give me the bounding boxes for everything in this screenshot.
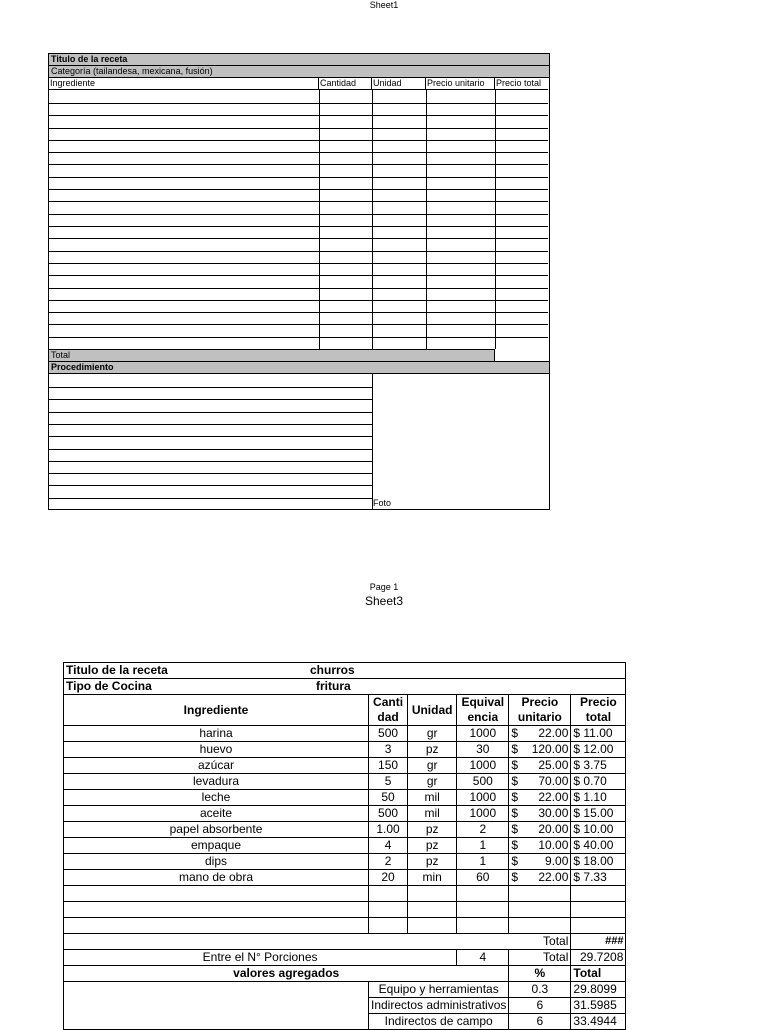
grid-line — [49, 140, 548, 141]
ingredient-row — [64, 838, 626, 854]
equivalence-cell: 1 — [457, 838, 509, 854]
total-price-cell: $ 11.00 — [571, 726, 626, 742]
empty-cell — [509, 886, 571, 902]
total-label: Total — [64, 934, 571, 950]
grid-line — [49, 238, 548, 239]
empty-cell — [457, 902, 509, 918]
empty-cell — [408, 886, 457, 902]
grid-line — [49, 337, 548, 338]
added-values-label: valores agregados — [64, 966, 509, 982]
total-price-cell: $ 15.00 — [571, 806, 626, 822]
currency-symbol: $ — [511, 726, 519, 740]
procedure-line — [49, 412, 372, 413]
ingredient-cell: mano de obra — [64, 870, 369, 886]
ingredient-cell: empaque — [64, 838, 369, 854]
sheet3-title: Sheet3 — [364, 594, 404, 608]
added-value-total: 29.8099 — [571, 982, 626, 998]
grid-column-line — [319, 90, 320, 349]
unit-price-value: 22.00 — [538, 726, 569, 740]
total-price-cell: $ 7.33 — [571, 870, 626, 886]
added-values-header-row — [64, 966, 626, 982]
equivalence-cell: 2 — [457, 822, 509, 838]
procedure-line — [49, 399, 372, 400]
quantity-cell: 2 — [369, 854, 408, 870]
empty-cell — [64, 902, 369, 918]
unit-price-value: 9.00 — [545, 854, 569, 868]
ingredient-cell: dips — [64, 854, 369, 870]
unit-price-value: 10.00 — [538, 838, 569, 852]
empty-cell — [509, 902, 571, 918]
procedure-label: Procedimiento — [49, 361, 549, 374]
unit-cell: pz — [408, 822, 457, 838]
quantity-cell: 50 — [369, 790, 408, 806]
procedure-line — [49, 485, 372, 486]
procedure-line — [49, 424, 372, 425]
page-number: Page 1 — [369, 582, 399, 592]
unit-price-cell — [509, 742, 571, 758]
added-value-percent: 6 — [509, 1014, 571, 1030]
unit-cell: pz — [408, 854, 457, 870]
currency-symbol: $ — [511, 870, 519, 884]
procedure-line — [49, 387, 372, 388]
column-header-total-price: Precio total — [571, 695, 626, 726]
total-value: ### — [571, 934, 626, 950]
column-header-ingredient: Ingrediente — [64, 695, 369, 726]
total-row — [64, 934, 626, 950]
empty-cell — [457, 918, 509, 934]
empty-cell — [571, 902, 626, 918]
empty-cell — [457, 886, 509, 902]
quantity-cell: 4 — [369, 838, 408, 854]
ingredient-row — [64, 758, 626, 774]
cuisine-label: Tipo de Cocina — [66, 679, 152, 693]
procedure-line — [49, 449, 372, 450]
quantity-cell: 500 — [369, 806, 408, 822]
added-value-percent: 6 — [509, 998, 571, 1014]
grid-line — [49, 288, 548, 289]
ingredient-row — [64, 822, 626, 838]
total-price-cell: $ 10.00 — [571, 822, 626, 838]
unit-price-value: 30.00 — [538, 806, 569, 820]
ingredient-cell: levadura — [64, 774, 369, 790]
grid-line — [49, 201, 548, 202]
grid-column-line — [495, 90, 496, 349]
ingredient-row — [64, 854, 626, 870]
unit-price-cell — [509, 790, 571, 806]
quantity-cell: 3 — [369, 742, 408, 758]
ingredient-cell: huevo — [64, 742, 369, 758]
procedure-line — [49, 473, 372, 474]
grid-line — [49, 226, 548, 227]
currency-symbol: $ — [511, 838, 519, 852]
equivalence-cell: 1000 — [457, 758, 509, 774]
unit-price-value: 25.00 — [538, 758, 569, 772]
empty-cell — [571, 918, 626, 934]
unit-cell: mil — [408, 806, 457, 822]
column-header-unit: Unidad — [372, 78, 426, 90]
grid-line — [49, 214, 548, 215]
equivalence-cell: 1000 — [457, 790, 509, 806]
equivalence-cell: 60 — [457, 870, 509, 886]
grid-column-line — [426, 90, 427, 349]
grid-line — [49, 300, 548, 301]
unit-price-cell — [509, 854, 571, 870]
empty-cell — [408, 918, 457, 934]
sheet1-title: Sheet1 — [369, 0, 399, 10]
grid-line — [49, 189, 548, 190]
added-value-total: 31.5985 — [571, 998, 626, 1014]
column-header-quantity: Canti dad — [369, 695, 408, 726]
empty-cell — [369, 918, 408, 934]
currency-symbol: $ — [511, 742, 519, 756]
unit-price-cell — [509, 838, 571, 854]
total-price-cell: $ 3.75 — [571, 758, 626, 774]
column-header-unit-price: Precio unitario — [426, 78, 495, 90]
grid-line — [49, 263, 548, 264]
portions-label: Entre el N° Porciones — [64, 950, 457, 966]
recipe-form-template — [48, 53, 550, 510]
header-row — [64, 695, 626, 726]
recipe-title-cell — [64, 663, 626, 679]
equivalence-cell: 1000 — [457, 726, 509, 742]
quantity-cell: 5 — [369, 774, 408, 790]
recipe-cost-table — [63, 662, 626, 1030]
unit-price-value: 22.00 — [538, 870, 569, 884]
total-price-cell: $ 1.10 — [571, 790, 626, 806]
quantity-cell: 150 — [369, 758, 408, 774]
portions-total-value: 29.7208 — [571, 950, 626, 966]
grid-line — [49, 324, 548, 325]
currency-symbol: $ — [511, 790, 519, 804]
unit-cell: gr — [408, 774, 457, 790]
portions-row — [64, 950, 626, 966]
added-value-total: 33.4944 — [571, 1014, 626, 1030]
empty-cell — [369, 902, 408, 918]
added-value-row — [64, 982, 626, 998]
unit-price-cell — [509, 806, 571, 822]
column-header-total-price: Precio total — [495, 78, 548, 90]
ingredient-row — [64, 774, 626, 790]
column-header-quantity: Cantidad — [319, 78, 372, 90]
cuisine-row — [64, 679, 626, 695]
added-value-label: Equipo y herramientas — [369, 982, 509, 998]
unit-cell: min — [408, 870, 457, 886]
category-label: Categoría (tailandesa, mexicana, fusión) — [49, 66, 549, 78]
grid-line — [49, 251, 548, 252]
grid-line — [49, 275, 548, 276]
empty-cell — [64, 886, 369, 902]
currency-symbol: $ — [511, 774, 519, 788]
total-price-cell: $ 0.70 — [571, 774, 626, 790]
ingredient-cell: azúcar — [64, 758, 369, 774]
empty-row — [64, 902, 626, 918]
empty-cell — [571, 886, 626, 902]
portions-total-label: Total — [509, 950, 571, 966]
unit-cell: gr — [408, 758, 457, 774]
unit-cell: pz — [408, 742, 457, 758]
currency-symbol: $ — [511, 822, 519, 836]
empty-cell — [408, 902, 457, 918]
unit-price-cell — [509, 774, 571, 790]
recipe-title-row — [64, 663, 626, 679]
unit-cell: mil — [408, 790, 457, 806]
procedure-line — [49, 498, 372, 499]
recipe-title-label: Titulo de la receta — [49, 54, 549, 66]
equivalence-cell: 500 — [457, 774, 509, 790]
percent-label: % — [509, 966, 571, 982]
ingredient-row — [64, 870, 626, 886]
procedure-line — [49, 436, 372, 437]
column-header-ingredient: Ingrediente — [49, 78, 319, 90]
cuisine-cell — [64, 679, 626, 695]
grid-line — [49, 312, 548, 313]
ingredient-cell: aceite — [64, 806, 369, 822]
quantity-cell: 500 — [369, 726, 408, 742]
ingredient-cell: harina — [64, 726, 369, 742]
quantity-cell: 20 — [369, 870, 408, 886]
added-total-label: Total — [571, 966, 626, 982]
unit-price-cell — [509, 726, 571, 742]
unit-price-value: 120.00 — [531, 742, 569, 756]
total-price-cell: $ 12.00 — [571, 742, 626, 758]
photo-area-divider — [372, 374, 373, 509]
photo-label: Foto — [373, 498, 392, 508]
ingredient-row — [64, 726, 626, 742]
equivalence-cell: 1 — [457, 854, 509, 870]
quantity-cell: 1.00 — [369, 822, 408, 838]
procedure-line — [49, 461, 372, 462]
currency-symbol: $ — [511, 854, 519, 868]
added-value-label: Indirectos de campo — [369, 1014, 509, 1030]
ingredient-row — [64, 742, 626, 758]
portions-value: 4 — [457, 950, 509, 966]
empty-cell — [369, 886, 408, 902]
ingredient-row — [64, 806, 626, 822]
unit-price-value: 70.00 — [538, 774, 569, 788]
unit-price-cell — [509, 758, 571, 774]
grid-line — [49, 115, 548, 116]
ingredient-row — [64, 790, 626, 806]
equivalence-cell: 1000 — [457, 806, 509, 822]
total-price-cell: $ 40.00 — [571, 838, 626, 854]
empty-cell — [509, 918, 571, 934]
grid-line — [49, 103, 548, 104]
grid-line — [49, 164, 548, 165]
empty-cell — [64, 918, 369, 934]
unit-cell: pz — [408, 838, 457, 854]
currency-symbol: $ — [511, 758, 519, 772]
column-header-unit: Unidad — [408, 695, 457, 726]
grid-line — [49, 128, 548, 129]
unit-price-value: 20.00 — [538, 822, 569, 836]
grid-column-line — [372, 90, 373, 349]
blank-cell — [64, 982, 369, 1030]
empty-row — [64, 886, 626, 902]
grid-line — [49, 152, 548, 153]
ingredient-cell: leche — [64, 790, 369, 806]
empty-row — [64, 918, 626, 934]
equivalence-cell: 30 — [457, 742, 509, 758]
unit-price-value: 22.00 — [538, 790, 569, 804]
column-header-equivalence: Equival encia — [457, 695, 509, 726]
unit-price-cell — [509, 870, 571, 886]
column-header-unit-price: Precio unitario — [509, 695, 571, 726]
total-label: Total — [49, 349, 495, 361]
recipe-title-label: Titulo de la receta — [66, 663, 168, 677]
ingredient-cell: papel absorbente — [64, 822, 369, 838]
added-value-label: Indirectos administrativos — [369, 998, 509, 1014]
currency-symbol: $ — [511, 806, 519, 820]
added-value-percent: 0.3 — [509, 982, 571, 998]
grid-line — [49, 177, 548, 178]
cuisine-value: fritura — [316, 679, 351, 693]
unit-cell: gr — [408, 726, 457, 742]
total-price-cell: $ 18.00 — [571, 854, 626, 870]
unit-price-cell — [509, 822, 571, 838]
recipe-title-value: churros — [310, 663, 355, 677]
